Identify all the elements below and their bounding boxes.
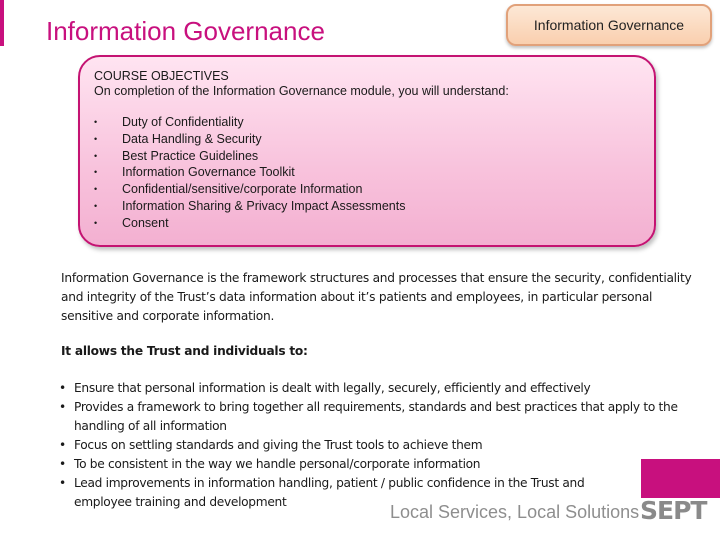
bullet-icon: • xyxy=(94,200,98,211)
objectives-heading: COURSE OBJECTIVES xyxy=(94,69,229,83)
list-item: • Lead improvements in information handling, patient / public confidence in the Trust and employee training and development xyxy=(59,474,631,512)
objectives-intro: On completion of the Information Governance module, you will understand: xyxy=(94,84,509,98)
bullet-icon: • xyxy=(94,150,98,161)
list-item: • Data Handling & Security xyxy=(94,131,262,146)
course-objectives-box xyxy=(78,55,656,247)
allows-heading: It allows the Trust and individuals to: xyxy=(61,344,308,358)
list-item: • Best Practice Guidelines xyxy=(94,148,259,163)
list-item: • Ensure that personal information is dealt with legally, securely, efficiently and effectively xyxy=(59,379,709,398)
logo-mark xyxy=(641,459,720,498)
list-item: • Confidential/sensitive/corporate Information xyxy=(94,182,363,197)
section-badge-label: Information Governance xyxy=(533,17,685,33)
list-item: • Consent xyxy=(94,215,169,230)
accent-bar xyxy=(0,0,4,46)
bullet-icon: • xyxy=(59,476,66,490)
bullet-icon: • xyxy=(94,133,98,144)
list-item: • Provides a framework to bring together all requirements, standards and best practices that apply to the handling of all information xyxy=(59,398,709,436)
page-title: Information Governance xyxy=(46,16,325,46)
bullet-icon: • xyxy=(59,381,66,395)
bullet-icon: • xyxy=(59,438,66,452)
logo-wordmark: SEPT xyxy=(640,496,707,525)
bullet-icon: • xyxy=(94,217,98,228)
definition-paragraph: Information Governance is the framework structures and processes that ensure the security, confidentiality and integrity of the Trust’s data information about it’s patients and employees, in particular personal sensitive and corporate information. xyxy=(61,271,692,323)
bullet-icon: • xyxy=(59,400,66,414)
list-item: • Focus on settling standards and giving the Trust tools to achieve them xyxy=(59,436,709,455)
footer-tagline: Local Services, Local Solutions xyxy=(390,502,640,522)
objectives-list xyxy=(94,114,640,232)
benefits-list xyxy=(59,379,709,512)
bullet-icon: • xyxy=(59,457,66,471)
list-item: • To be consistent in the way we handle personal/corporate information xyxy=(59,455,709,474)
bullet-icon: • xyxy=(94,167,98,178)
list-item: • Information Sharing & Privacy Impact Assessments xyxy=(94,198,406,213)
bullet-icon: • xyxy=(94,184,98,195)
list-item: • Duty of Confidentiality xyxy=(94,115,244,129)
section-badge xyxy=(506,4,712,46)
list-item: • Information Governance Toolkit xyxy=(94,165,295,180)
bullet-icon: • xyxy=(94,117,98,127)
